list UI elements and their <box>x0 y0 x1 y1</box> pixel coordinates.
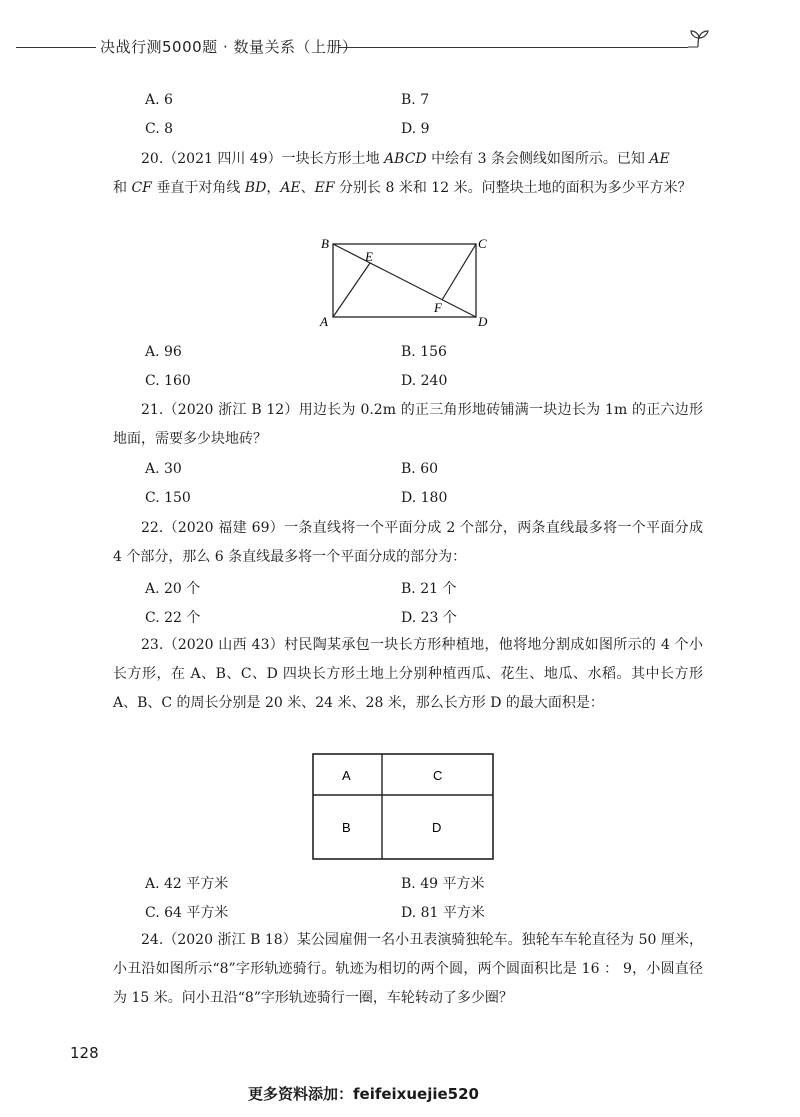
segment-cf <box>442 244 476 300</box>
q21-option-b: B. 60 <box>401 461 439 477</box>
q22-option-c: C. 22 个 <box>145 610 201 626</box>
q20-stem: 20.（2021 四川 49）一块长方形土地 ABCD 中绘有 3 条会侧线如图所示。已知 AE 和 CF 垂直于对角线 BD，AE、EF 分别长 8 米和 12 米。问整块土地的面积为多少平方米？ <box>113 151 692 196</box>
label-d: D <box>478 314 488 329</box>
q20-figure <box>318 234 498 334</box>
q21-option-a: A. 30 <box>145 461 182 477</box>
q23-option-a: A. 42 平方米 <box>145 876 229 892</box>
q21-option-d: D. 180 <box>401 490 448 506</box>
header-rule-left <box>16 47 96 48</box>
q22-option-a: A. 20 个 <box>145 581 201 597</box>
label-b: B <box>321 236 329 251</box>
q22-option-b: B. 21 个 <box>401 581 457 597</box>
diagonal-bd <box>333 244 476 317</box>
plot-outline <box>313 754 493 859</box>
region-label-d: D <box>432 820 442 835</box>
q20-option-c: C. 160 <box>145 373 191 389</box>
segment-ae <box>333 263 370 317</box>
q23-option-c: C. 64 平方米 <box>145 905 229 921</box>
label-c: C <box>478 236 487 251</box>
q21-option-c: C. 150 <box>145 490 191 506</box>
q19-option-d: D. 9 <box>401 121 430 137</box>
q19-option-c: C. 8 <box>145 121 174 137</box>
book-title: 决战行测5000题 · 数量关系（上册） <box>100 38 358 56</box>
q20-option-b: B. 156 <box>401 344 447 360</box>
q23-option-b: B. 49 平方米 <box>401 876 485 892</box>
sprout-icon <box>684 28 714 52</box>
q20-option-a: A. 96 <box>145 344 182 360</box>
q19-option-b: B. 7 <box>401 92 430 108</box>
q19-option-a: A. 6 <box>145 92 173 108</box>
page-number: 128 <box>70 1044 99 1062</box>
q20-option-d: D. 240 <box>401 373 448 389</box>
footer-note: 更多资料添加：feifeixuejie520 <box>248 1085 479 1103</box>
q23-stem: 23.（2020 山西 43）村民陶某承包一块长方形种植地，他将地分割成如图所示的 4 个小长方形，在 A、B、C、D 四块长方形土地上分别种植西瓜、花生、地瓜、水稻。其中长方形 A、B、C 的周长分别是 20 米、24 米、28 米，那么长方形 D 的最大面积是： <box>113 637 703 711</box>
label-a: A <box>320 314 328 329</box>
q22-stem: 22.（2020 福建 69）一条直线将一个平面分成 2 个部分，两条直线最多将一个平面分成 4 个部分，那么 6 条直线最多将一个平面分成的部分为： <box>113 520 703 565</box>
q21-stem: 21.（2020 浙江 B 12）用边长为 0.2m 的正三角形地砖铺满一块边长为 1m 的正六边形地面，需要多少块地砖？ <box>113 402 703 447</box>
q23-figure <box>312 753 496 863</box>
label-f: F <box>434 300 442 315</box>
q24-stem: 24.（2020 浙江 B 18）某公园雇佣一名小丑表演骑独轮车。独轮车车轮直径为 50 厘米，小丑沿如图所示“8”字形轨迹骑行。轨迹为相切的两个圆，两个圆面积比是 16 ： 9，小圆直径为 15 米。问小丑沿“8”字形轨迹骑行一圈，车轮转动了多少圈？ <box>113 932 703 1006</box>
q23-option-d: D. 81 平方米 <box>401 905 485 921</box>
label-e: E <box>365 249 373 264</box>
header-rule-right <box>338 47 688 48</box>
q22-option-d: D. 23 个 <box>401 610 457 626</box>
region-label-c: C <box>433 768 443 783</box>
region-label-a: A <box>342 768 351 783</box>
region-label-b: B <box>342 820 351 835</box>
running-header <box>0 36 800 60</box>
